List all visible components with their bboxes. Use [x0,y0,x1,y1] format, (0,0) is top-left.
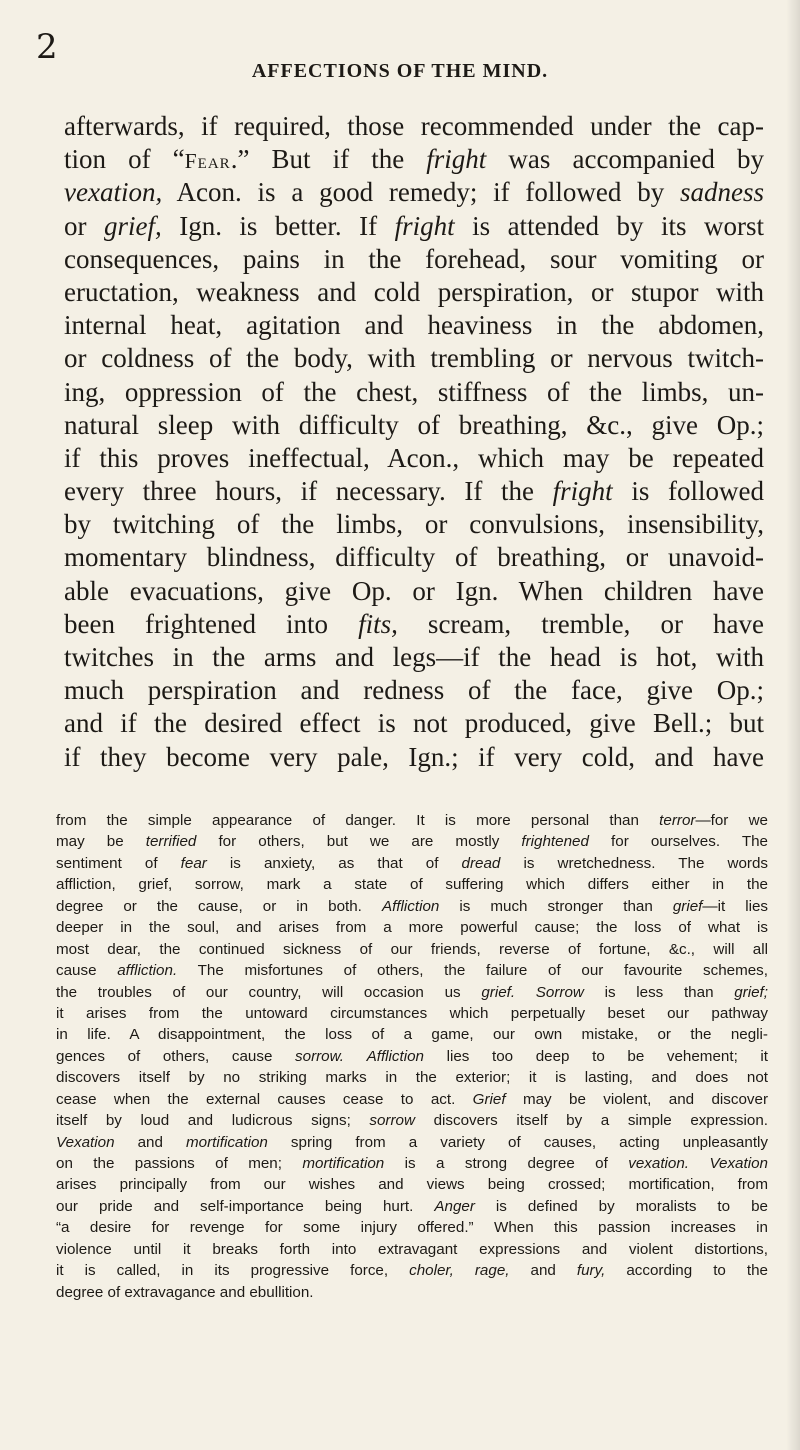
text-run [515,984,536,1001]
text-run: Vexation [709,1155,768,1172]
body-text-line [64,508,764,541]
text-run: much perspiration and redness of the face, give Op.; [64,675,764,706]
text-run: fury, [576,1262,606,1280]
text-run: most dear, the continued sickness of our friends, reverse of fortune, &c., will all [56,940,768,958]
text-run: fright [426,144,487,175]
text-run: Grief [472,1090,506,1108]
text-run: if they become very pale, Ign.; if very cold, and have [64,741,764,772]
text-run: every three hours, if necessary. If the [64,476,553,507]
footnote-line [56,831,768,852]
footnote-line [56,874,768,895]
text-run: itself by loud and ludicrous signs; [56,1112,370,1130]
text-run: grief, [103,210,162,241]
text-run: may be [56,833,146,851]
text-run: internal heat, agitation and heaviness in the abdomen, [64,310,764,341]
text-run: Acon. is a good remedy; if followed by [162,177,680,208]
footnote-line [56,939,768,960]
text-run: our pride and self-importance being hurt. [56,1197,435,1215]
text-run: fright [394,210,455,241]
text-run: from the simple appearance of danger. It is more personal than [56,812,660,829]
text-run: twitches in the arms and legs—if the head is hot, with [64,642,764,672]
footnote-line [56,896,768,917]
text-run: Affliction [381,897,440,915]
footnote-line [56,1132,768,1153]
text-run: in life. A disappointment, the loss of a game, our own mistake, or the negli- [56,1026,768,1044]
text-run: is followed [612,476,764,507]
page-edge-shadow [786,0,800,1450]
body-text-line [64,674,764,707]
text-run: the troubles of our country, will occasion us [56,983,482,1001]
text-run: sadness [679,177,764,208]
body-text-line [64,309,764,342]
text-run: sorrow [369,1112,415,1130]
footnote-line [56,853,768,874]
text-run: grief. [481,983,516,1001]
text-run: —it lies [702,897,769,915]
text-run: grief; [734,983,768,1001]
text-run: The misfortunes of others, the failure of our favourite schemes, [177,962,768,980]
footnote-line [56,960,768,981]
text-run: by twitching of the limbs, or convulsions, insensibility, [64,509,764,540]
text-run: and [509,1262,577,1280]
body-text-line [64,707,764,740]
page-number: 2 [36,27,58,67]
text-run: .” But if the [230,144,427,175]
text-run: momentary blindness, difficulty of breathing, or unavoid- [64,542,764,573]
text-run: Affliction [366,1047,424,1065]
text-run: and [114,1133,186,1151]
text-run: consequences, pains in the forehead, sour vomiting or [64,243,764,274]
text-run: terrified [145,833,197,851]
text-run: according to the [605,1262,769,1280]
body-text-line [64,475,764,508]
text-run: it arises from the untoward circumstances which perpetually beset our pathway [56,1004,768,1022]
footnote-line [56,1046,768,1067]
text-run: lies too deep to be vehement; it [424,1047,768,1065]
text-run: able evacuations, give Op. or Ign. When children have [64,575,764,606]
text-run: Vexation [56,1133,115,1151]
footnote-line [56,1282,768,1303]
text-run: vexation, [64,177,163,208]
footnote-line [56,1174,768,1195]
footnote-line [56,1024,768,1045]
text-run: frightened [521,833,589,851]
text-run: Fear [184,149,231,174]
body-text-line [64,608,764,641]
text-run: arises principally from our wishes and views being crossed; mortification, from [56,1176,768,1194]
text-run: discovers itself by no striking marks in the exterior; it is lasting, and does not [56,1069,768,1087]
text-run: fits, [358,608,398,639]
text-run: on the passions of men; [56,1155,303,1172]
text-run: if this proves ineffectual, Acon., which may be repeated [64,442,764,473]
text-run: grief [672,897,703,915]
text-run: Anger [434,1197,475,1215]
text-run: degree or the cause, or in both. [56,897,382,915]
text-run: mortification [302,1155,385,1172]
text-run: or coldness of the body, with trembling or nervous twitch- [64,343,764,374]
text-run: discovers itself by a simple expression. [414,1112,768,1130]
text-run: deeper in the soul, and arises from a more powerful cause; the loss of what is [56,919,768,937]
footnote-line [56,810,768,831]
body-text-line [64,641,764,674]
text-run: choler, rage, [409,1262,510,1280]
text-run: cause [56,962,118,980]
text-run: cease when the external causes cease to act. [56,1090,473,1108]
body-text-line [64,176,764,209]
footnote-line [56,917,768,938]
text-run: scream, tremble, or have [397,608,764,639]
footnote-line [56,1003,768,1024]
text-run: spring from a variety of causes, acting unpleasantly [267,1133,769,1151]
body-text-line [64,442,764,475]
body-text-line [64,342,764,375]
text-run: was accompanied by [486,144,764,175]
text-run: dread [461,854,501,872]
body-text-line [64,210,764,243]
text-run: “a desire for revenge for some injury offered.” When this passion increases in [56,1219,768,1237]
text-run: natural sleep with difficulty of breathing, &c., give Op.; [64,409,764,440]
text-run [344,1048,367,1065]
text-run: is less than [583,983,735,1001]
footnote-line [56,1067,768,1088]
text-run: affliction, grief, sorrow, mark a state of suffering which differs either in the [56,876,768,894]
body-text-line [64,143,764,176]
text-run: or [64,210,104,241]
text-run [689,1155,709,1172]
text-run: ing, oppression of the chest, stiffness of the limbs, un- [64,376,764,407]
text-run: tion of “ [64,144,185,175]
main-text [64,110,764,774]
text-run: degree of extravagance and ebullition. [56,1283,314,1301]
text-run: it is called, in its progressive force, [56,1262,410,1280]
text-run: for ourselves. The [588,833,768,851]
footnote [56,810,768,1303]
text-run: for others, but we are mostly [196,833,522,851]
text-run: afterwards, if required, those recommended under the cap- [64,111,764,141]
running-head: AFFECTIONS OF THE MIND. [251,60,549,82]
text-run: may be violent, and discover [505,1090,768,1108]
text-run: is much stronger than [439,897,673,915]
body-text-line [64,541,764,574]
footnote-line [56,1260,768,1281]
text-run: is anxiety, as that of [206,854,462,872]
text-run: is attended by its worst [454,210,764,241]
footnote-line [56,1110,768,1131]
text-run: —for we [695,812,768,829]
body-text-line [64,575,764,608]
body-text-line [64,376,764,409]
body-text-line [64,409,764,442]
body-text-line [64,741,764,774]
text-run: mortification [186,1133,268,1151]
text-run: affliction. [117,962,178,980]
text-run: is a strong degree of [384,1155,629,1172]
text-run: fright [552,476,613,507]
text-run: Ign. is better. If [161,210,395,241]
footnote-line [56,1239,768,1260]
footnote-line [56,1089,768,1110]
text-run: sorrow. [295,1047,344,1065]
text-run: violence until it breaks forth into extravagant expressions and violent distortions, [56,1240,768,1258]
text-run: vexation. [628,1155,690,1172]
footnote-line [56,1217,768,1238]
text-run: been frightened into [64,608,359,639]
body-text-line [64,276,764,309]
footnote-line [56,982,768,1003]
text-run: eructation, weakness and cold perspiration, or stupor with [64,276,764,307]
body-text-line [64,110,764,143]
text-run: gences of others, cause [56,1047,296,1065]
text-run: terror [659,812,696,829]
text-run: is defined by moralists to be [474,1197,768,1215]
footnote-line [56,1153,768,1174]
text-run: and if the desired effect is not produced, give Bell.; but [64,708,764,739]
text-run: sentiment of [56,854,181,872]
text-run: fear [180,854,207,872]
footnote-line [56,1196,768,1217]
text-run: Sorrow [535,983,584,1001]
body-text-line [64,243,764,276]
text-run: is wretchedness. The words [500,854,768,872]
